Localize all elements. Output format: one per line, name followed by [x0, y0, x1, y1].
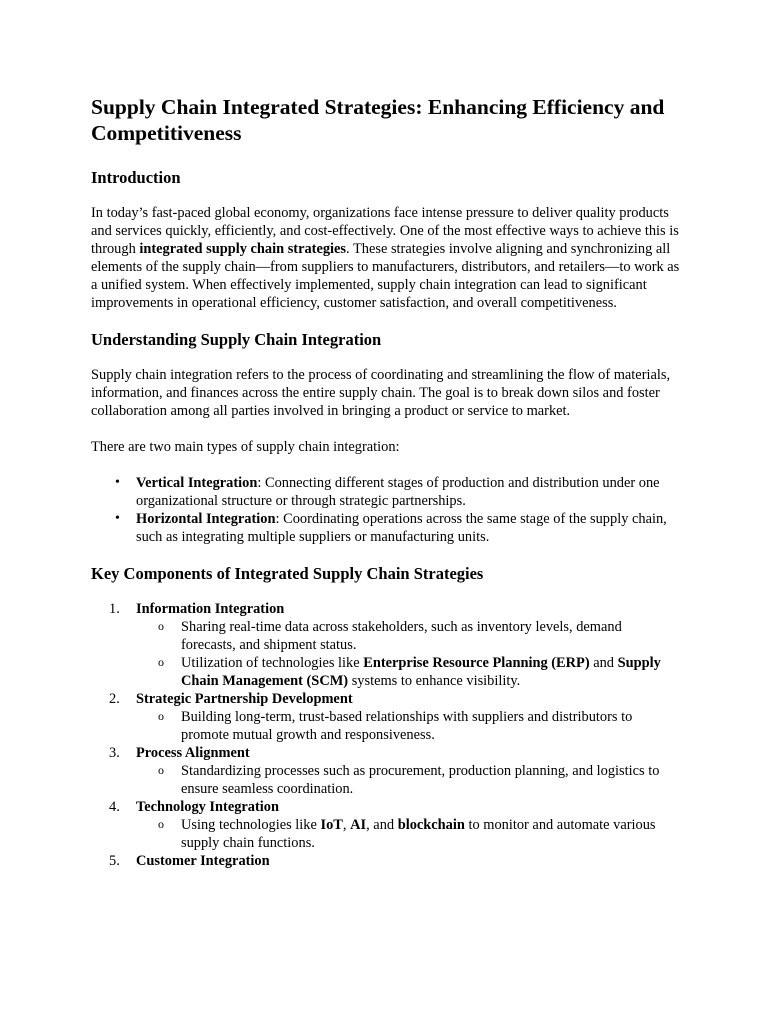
component-sublist	[136, 762, 680, 798]
component-item-information	[109, 600, 680, 690]
component-title: Customer Integration	[136, 853, 270, 869]
sub-item	[158, 618, 680, 654]
intro-bold-phrase: integrated supply chain strategies	[139, 241, 347, 257]
components-list	[91, 600, 680, 870]
sub-bullet-icon: o	[158, 709, 164, 723]
understanding-paragraph-2: There are two main types of supply chain integration:	[91, 439, 400, 455]
list-number: 4.	[109, 799, 120, 815]
list-item-vertical	[115, 474, 680, 510]
understanding-paragraph-1: Supply chain integration refers to the process of coordinating and streamlining the flow of materials, information, and finances across the entire supply chain. The goal is to break down silos and foster collaboration among all parties involved in bringing a product or service to market.	[91, 367, 671, 419]
list-item-horizontal	[115, 510, 680, 546]
component-sublist	[136, 618, 680, 690]
list-item-term: Vertical Integration	[136, 475, 258, 491]
component-title: Technology Integration	[136, 799, 279, 815]
component-item-process	[109, 744, 680, 798]
sub-item-bold: AI	[350, 817, 367, 833]
heading-key-components: Key Components of Integrated Supply Chain Strategies	[91, 564, 484, 583]
sub-item-text: systems to enhance visibility.	[348, 673, 521, 689]
bullet-icon: •	[115, 511, 120, 526]
list-item-text: : Coordinating operations across the same stage of the supply chain, such as integrating multiple suppliers or manufacturing units.	[136, 511, 667, 545]
sub-item	[158, 816, 680, 852]
bullet-icon: •	[115, 475, 120, 490]
sub-item-bold: Enterprise Resource Planning (ERP)	[363, 655, 590, 671]
component-sublist	[136, 816, 680, 852]
component-item-customer	[109, 852, 680, 870]
sub-item-text: Using technologies like	[181, 817, 321, 833]
sub-item	[158, 654, 680, 690]
sub-item-text: ,	[342, 817, 351, 833]
list-number: 2.	[109, 691, 120, 707]
component-item-partnership	[109, 690, 680, 744]
intro-paragraph	[91, 204, 680, 312]
list-item-text: : Connecting different stages of production and distribution under one organizational structure or through strategic partnerships.	[136, 475, 660, 509]
list-number: 3.	[109, 745, 120, 761]
component-title: Strategic Partnership Development	[136, 691, 353, 707]
sub-item-text: Building long-term, trust-based relationships with suppliers and distributors to promote mutual growth and responsiveness.	[181, 709, 633, 743]
sub-item	[158, 708, 680, 744]
sub-item-text: , and	[366, 817, 398, 833]
sub-bullet-icon: o	[158, 763, 164, 777]
component-title: Process Alignment	[136, 745, 250, 761]
sub-item-bold: blockchain	[397, 817, 465, 833]
sub-item-text: Sharing real-time data across stakeholders, such as inventory levels, demand forecasts, and shipment status.	[181, 619, 622, 653]
heading-understanding: Understanding Supply Chain Integration	[91, 330, 382, 349]
intro-text-a: In today’s fast-paced global economy, organizations face intense pressure to deliver quality products and services quickly, efficiently, and cost-effectively. One of the most effective ways to achieve this is through	[91, 205, 679, 257]
component-item-technology	[109, 798, 680, 852]
component-title: Information Integration	[136, 601, 285, 617]
sub-item-text: to monitor and automate various supply chain functions.	[181, 817, 656, 851]
sub-item-bold: Supply Chain Management (SCM)	[181, 655, 661, 689]
sub-bullet-icon: o	[158, 619, 164, 633]
list-number: 1.	[109, 601, 120, 617]
sub-item-text: and	[589, 655, 618, 671]
list-number: 5.	[109, 853, 120, 869]
heading-introduction: Introduction	[91, 168, 181, 187]
component-sublist	[136, 708, 680, 744]
sub-item-text: Utilization of technologies like	[181, 655, 364, 671]
list-item-term: Horizontal Integration	[136, 511, 276, 527]
document-title: Supply Chain Integrated Strategies: Enhancing Efficiency and Competitiveness	[91, 95, 665, 145]
integration-types-list	[91, 474, 680, 546]
intro-text-b: . These strategies involve aligning and synchronizing all elements of the supply chain—from suppliers to manufacturers, distributors, and retailers—to work as a unified system. When effectively implemented, supply chain integration can lead to significant improvements in operational efficiency, customer satisfaction, and overall competitiveness.	[91, 241, 680, 311]
sub-item	[158, 762, 680, 798]
sub-bullet-icon: o	[158, 817, 164, 831]
sub-item-bold: IoT	[320, 817, 343, 833]
sub-item-text: Standardizing processes such as procurement, production planning, and logistics to ensure seamless coordination.	[181, 763, 660, 797]
sub-bullet-icon: o	[158, 655, 164, 669]
